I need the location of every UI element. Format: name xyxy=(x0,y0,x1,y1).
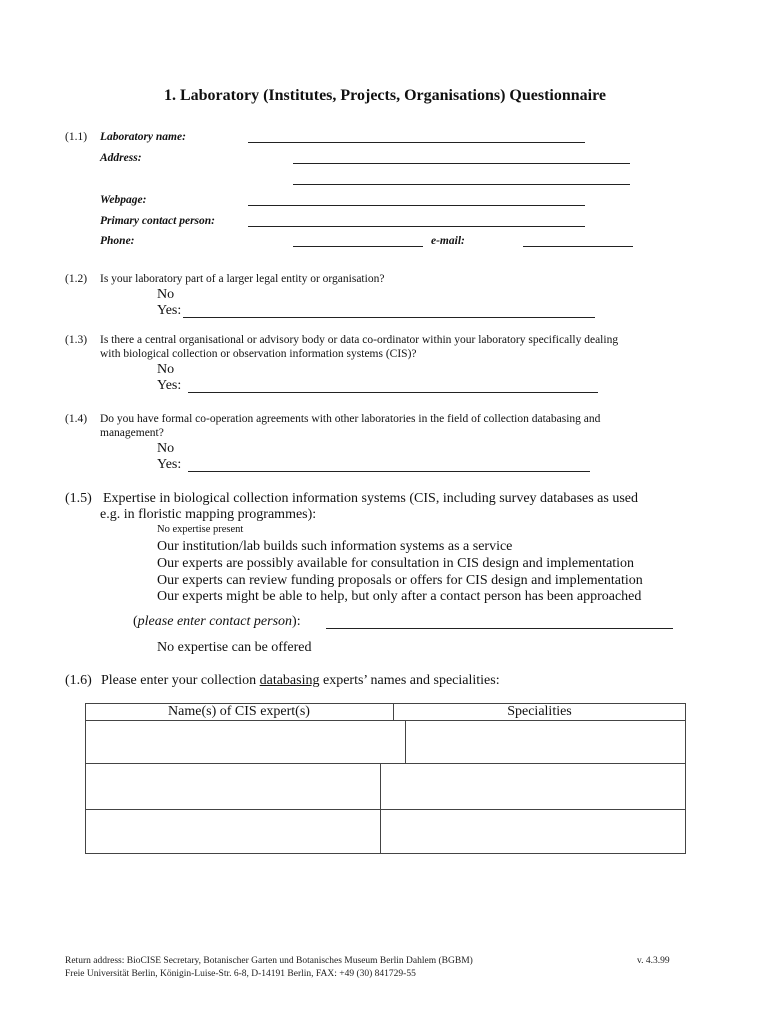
contact-person-field[interactable] xyxy=(326,628,673,629)
question-1-4-line1: Do you have formal co-operation agreements with other laboratories in the field of collection databasing and xyxy=(100,413,601,425)
option-no-1-4: No xyxy=(157,441,175,456)
checkbox-icon[interactable] xyxy=(132,292,142,302)
checkbox-icon[interactable] xyxy=(132,308,142,318)
option-no-1-2: No xyxy=(157,287,175,302)
question-1-6-pre: Please enter your collection xyxy=(101,673,260,688)
address-field-2[interactable] xyxy=(293,184,630,185)
phone-field[interactable] xyxy=(293,246,423,247)
lab-name-field[interactable] xyxy=(248,142,585,143)
question-1-3-line2: with biological collection or observation information systems (CIS)? xyxy=(100,348,417,360)
option-no-1-3: No xyxy=(157,362,175,377)
col-header-names: Name(s) of CIS expert(s) xyxy=(168,704,310,719)
expertise-option-2: Our experts are possibly available for consultation in CIS design and implementation xyxy=(157,556,635,571)
no-expertise-offered: No expertise can be offered xyxy=(157,640,312,655)
expert-speciality-cell-1[interactable] xyxy=(406,721,685,762)
question-1-4-line2: management? xyxy=(100,427,164,439)
contact-person-prompt-text: please enter contact person xyxy=(137,614,293,629)
option-yes-1-3: Yes: xyxy=(157,378,182,393)
checkbox-icon[interactable] xyxy=(132,367,142,377)
checkbox-icon[interactable] xyxy=(132,561,142,571)
yes-field-1-2[interactable] xyxy=(183,317,595,318)
footer-line-1: Return address: BioCISE Secretary, Botanischer Garten und Botanisches Museum Berlin Dahlem (BGBM) xyxy=(65,956,473,966)
email-field[interactable] xyxy=(523,246,633,247)
question-1-6 xyxy=(101,673,500,689)
expert-name-cell-3[interactable] xyxy=(86,810,379,853)
contact-person-prompt: (please enter contact person): xyxy=(133,614,301,629)
question-1-5-line2: e.g. in floristic mapping programmes): xyxy=(100,507,317,522)
page-title: 1. Laboratory (Institutes, Projects, Organisations) Questionnaire xyxy=(163,87,607,104)
expert-speciality-cell-2[interactable] xyxy=(381,764,685,808)
contact-field[interactable] xyxy=(248,226,585,227)
question-1-6-underlined: databasing xyxy=(259,673,320,688)
yes-field-1-3[interactable] xyxy=(188,392,598,393)
contact-label: Primary contact person: xyxy=(100,215,215,227)
expertise-option-1: Our institution/lab builds such information systems as a service xyxy=(157,539,513,554)
section-number-1-6: (1.6) xyxy=(65,673,92,688)
section-number-1-1: (1.1) xyxy=(65,131,88,143)
webpage-label: Webpage: xyxy=(100,194,147,206)
lab-name-label: Laboratory name: xyxy=(100,131,186,143)
footer-version: v. 4.3.99 xyxy=(637,956,670,966)
expert-speciality-cell-3[interactable] xyxy=(381,810,685,853)
checkbox-icon[interactable] xyxy=(132,462,142,472)
checkbox-icon[interactable] xyxy=(132,595,142,605)
address-field-1[interactable] xyxy=(293,163,630,164)
expertise-option-4: Our experts might be able to help, but only after a contact person has been approached xyxy=(157,589,642,604)
question-1-3-line1: Is there a central organisational or advisory body or data co-ordinator within your laboratory specifically dealing xyxy=(100,334,619,346)
yes-field-1-4[interactable] xyxy=(188,471,590,472)
expertise-option-3: Our experts can review funding proposals or offers for CIS design and implementation xyxy=(157,573,643,588)
footer-line-2: Freie Universität Berlin, Königin-Luise-Str. 6-8, D-14191 Berlin, FAX: +49 (30) 841729-55 xyxy=(65,969,416,979)
checkbox-icon[interactable] xyxy=(132,446,142,456)
checkbox-icon[interactable] xyxy=(132,527,142,537)
expert-name-cell-1[interactable] xyxy=(86,721,404,762)
col-header-specialities: Specialities xyxy=(507,704,572,719)
option-yes-1-4: Yes: xyxy=(157,457,182,472)
section-number-1-2: (1.2) xyxy=(65,273,88,285)
checkbox-icon[interactable] xyxy=(132,383,142,393)
webpage-field[interactable] xyxy=(248,205,585,206)
section-number-1-4: (1.4) xyxy=(65,413,88,425)
expertise-option-0: No expertise present xyxy=(157,524,244,535)
address-label: Address: xyxy=(100,152,142,164)
checkbox-icon[interactable] xyxy=(132,578,142,588)
section-number-1-5: (1.5) xyxy=(65,491,92,506)
checkbox-icon[interactable] xyxy=(132,544,142,554)
question-1-5-line1: Expertise in biological collection information systems (CIS, including survey databases as used xyxy=(103,491,639,506)
question-1-2: Is your laboratory part of a larger legal entity or organisation? xyxy=(100,273,385,285)
phone-label: Phone: xyxy=(100,235,135,247)
expert-name-cell-2[interactable] xyxy=(86,764,379,808)
section-number-1-3: (1.3) xyxy=(65,334,88,346)
option-yes-1-2: Yes: xyxy=(157,303,182,318)
question-1-6-post: experts’ names and specialities: xyxy=(319,673,500,688)
email-label: e-mail: xyxy=(431,235,465,247)
checkbox-icon[interactable] xyxy=(132,645,142,655)
